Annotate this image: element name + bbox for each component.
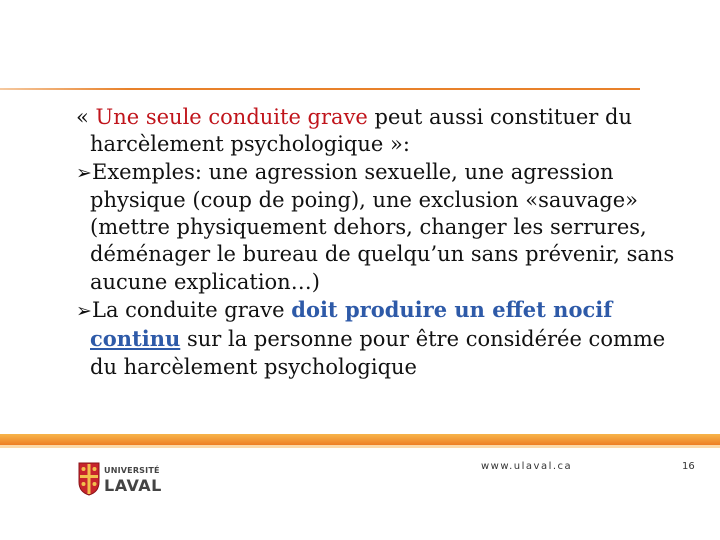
paragraph-definition: « Une seule conduite grave peut aussi constituer du harcèlement psychologique »: — [76, 105, 632, 157]
bullet-condition: ➢La conduite grave doit produire un effet nocif continu sur la personne pour être considérée comme du harcèlement psychologique — [76, 297, 666, 379]
bottom-band — [0, 434, 720, 445]
logo-text-universite: UNIVERSITÉ — [104, 466, 160, 475]
arrow-bullet-icon: ➢ — [76, 161, 92, 184]
highlight-text: Une seule conduite grave — [95, 105, 368, 129]
arrow-bullet-icon: ➢ — [76, 300, 92, 323]
bullet-examples: ➢Exemples: une agression sexuelle, une agression physique (coup de poing), une exclusion «sauvage» (mettre physiquement dehors, changer les serrures, déménager le bureau de quelqu’un sans prévenir, sans aucune explication…) — [76, 159, 675, 294]
shield-icon — [78, 462, 100, 496]
university-logo — [78, 462, 168, 500]
footer-url: www.ulaval.ca — [481, 461, 573, 472]
top-rule — [0, 88, 640, 90]
logo-text-laval: LAVAL — [104, 476, 162, 495]
slide-body — [76, 104, 676, 381]
emphasis-underlined-text: continu — [90, 326, 181, 352]
page-number: 16 — [682, 461, 695, 472]
emphasis-text: doit produire un effet nocif — [291, 297, 613, 323]
